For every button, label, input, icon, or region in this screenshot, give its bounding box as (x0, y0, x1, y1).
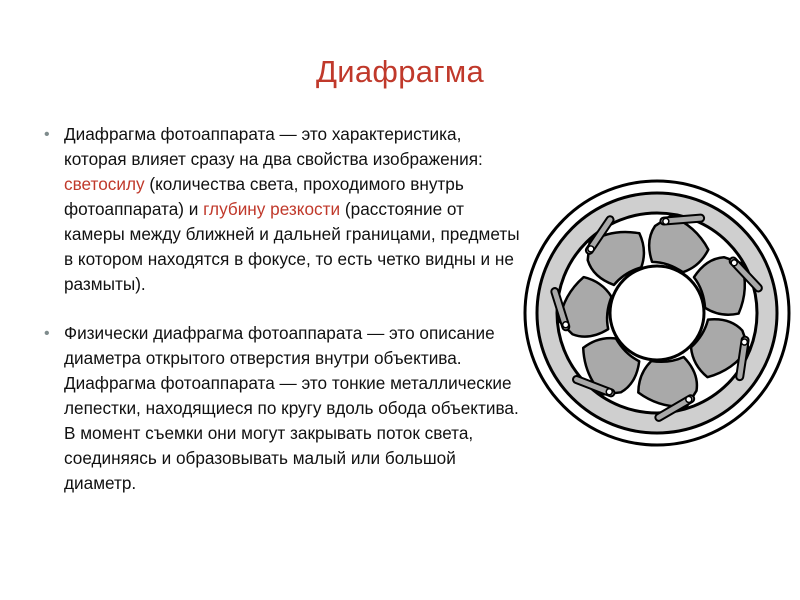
paragraph-2-text: Физически диафрагма фотоаппарата — это описание диаметра открытого отверстия внутри объектива. Диафрагма фотоаппарата — это тонкие металлические лепестки, находящиеся по кругу вдоль обода объектива. В момент съемки они могут закрывать поток света, соединяясь и образовывать малый или большой диаметр. (64, 323, 519, 493)
highlight-depth-of-field: глубину резкости (203, 199, 341, 219)
bullet-marker: • (44, 325, 50, 342)
aperture-blade-pin (562, 322, 568, 328)
bullet-item-1 (44, 122, 524, 297)
slide-title: Диафрагма (315, 54, 485, 89)
bullet-item-2 (44, 321, 524, 496)
paragraph-1-text-end: (расстояние от камеры между ближней и дальней границами, предметы в котором находятся в фокусе, то есть четко видны и не размыты). (64, 199, 520, 294)
highlight-light-sensitivity: светосилу (64, 174, 145, 194)
aperture-diaphragm-icon (522, 178, 792, 448)
paragraph-1-text: Диафрагма фотоаппарата — это характеристика, которая влияет сразу на два свойства изображения: (64, 124, 483, 169)
bullet-list (44, 122, 524, 520)
aperture-blade-pin (685, 396, 693, 404)
paragraph-1-text-cont: (количества света, проходимого внутрь фотоаппарата) и (64, 174, 464, 219)
bullet-marker: • (44, 126, 50, 143)
aperture-hole (610, 266, 704, 360)
aperture-blade-pin (662, 218, 669, 225)
